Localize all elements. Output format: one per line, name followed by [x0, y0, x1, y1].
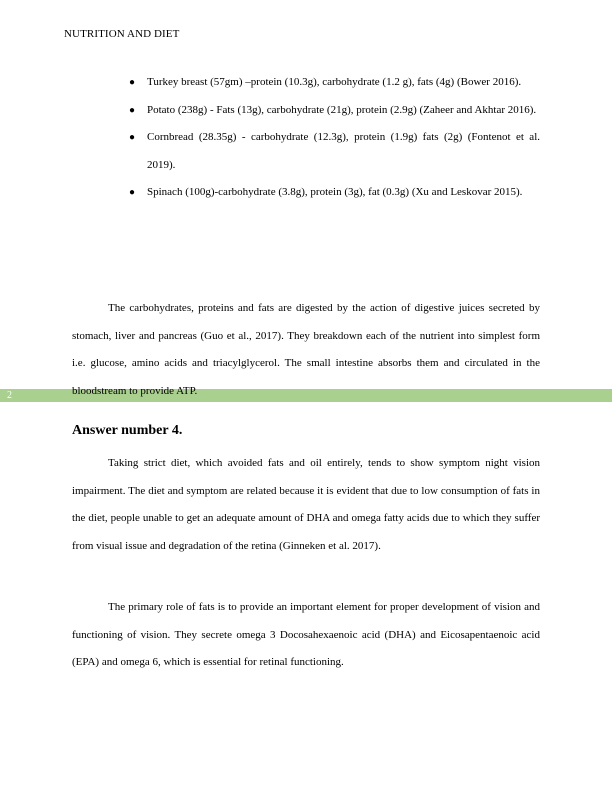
list-item	[129, 179, 540, 207]
list-item	[129, 69, 540, 97]
list-item-text: Potato (238g) - Fats (13g), carbohydrate (21g), protein (2.9g) (Zaheer and Akhtar 2016).	[147, 103, 537, 116]
digestion-paragraph: The carbohydrates, proteins and fats are digested by the action of digestive juices secreted by stomach, liver and pancreas (Guo et al., 2017). They breakdown each of the nutrient into simplest form i.e. glucose, amino acids and triacylglycerol. The small intestine absorbs them and circulated in the bloodstream to provide ATP.	[72, 302, 540, 397]
bullet-icon: ●	[129, 132, 136, 144]
night-vision-paragraph: Taking strict diet, which avoided fats and oil entirely, tends to show symptom night vision impairment. The diet and symptom are related because it is evident that due to low consumption of fats in the diet, people unable to get an adequate amount of DHA and omega fatty acids due to which they suffer from visual issue and degradation of the retina (Ginneken et al. 2017).	[72, 457, 540, 552]
bullet-icon: ●	[129, 104, 136, 116]
fat-role-paragraph: The primary role of fats is to provide an important element for proper development of vision and functioning of vision. They secrete omega 3 Docosahexaenoic acid (DHA) and Eicosapentaenoic acid (EPA) and omega 6, which is essential for retinal functioning.	[72, 601, 540, 669]
section-heading: Answer number 4.	[72, 423, 183, 438]
list-item-text: Cornbread (28.35g) - carbohydrate (12.3g), protein (1.9g) fats (2g) (Fontenot et al. 2019).	[147, 131, 540, 171]
list-item-text: Turkey breast (57gm) –protein (10.3g), carbohydrate (1.2 g), fats (4g) (Bower 2016).	[147, 76, 522, 88]
food-bullet-list	[129, 69, 540, 207]
bullet-icon: ●	[129, 77, 136, 88]
list-item	[129, 124, 540, 179]
running-head: NUTRITION AND DIET	[64, 28, 180, 40]
list-item	[129, 97, 540, 125]
page-number: 2	[7, 390, 12, 401]
list-item-text: Spinach (100g)-carbohydrate (3.8g), protein (3g), fat (0.3g) (Xu and Leskovar 2015).	[147, 186, 523, 199]
bullet-icon: ●	[129, 187, 136, 199]
